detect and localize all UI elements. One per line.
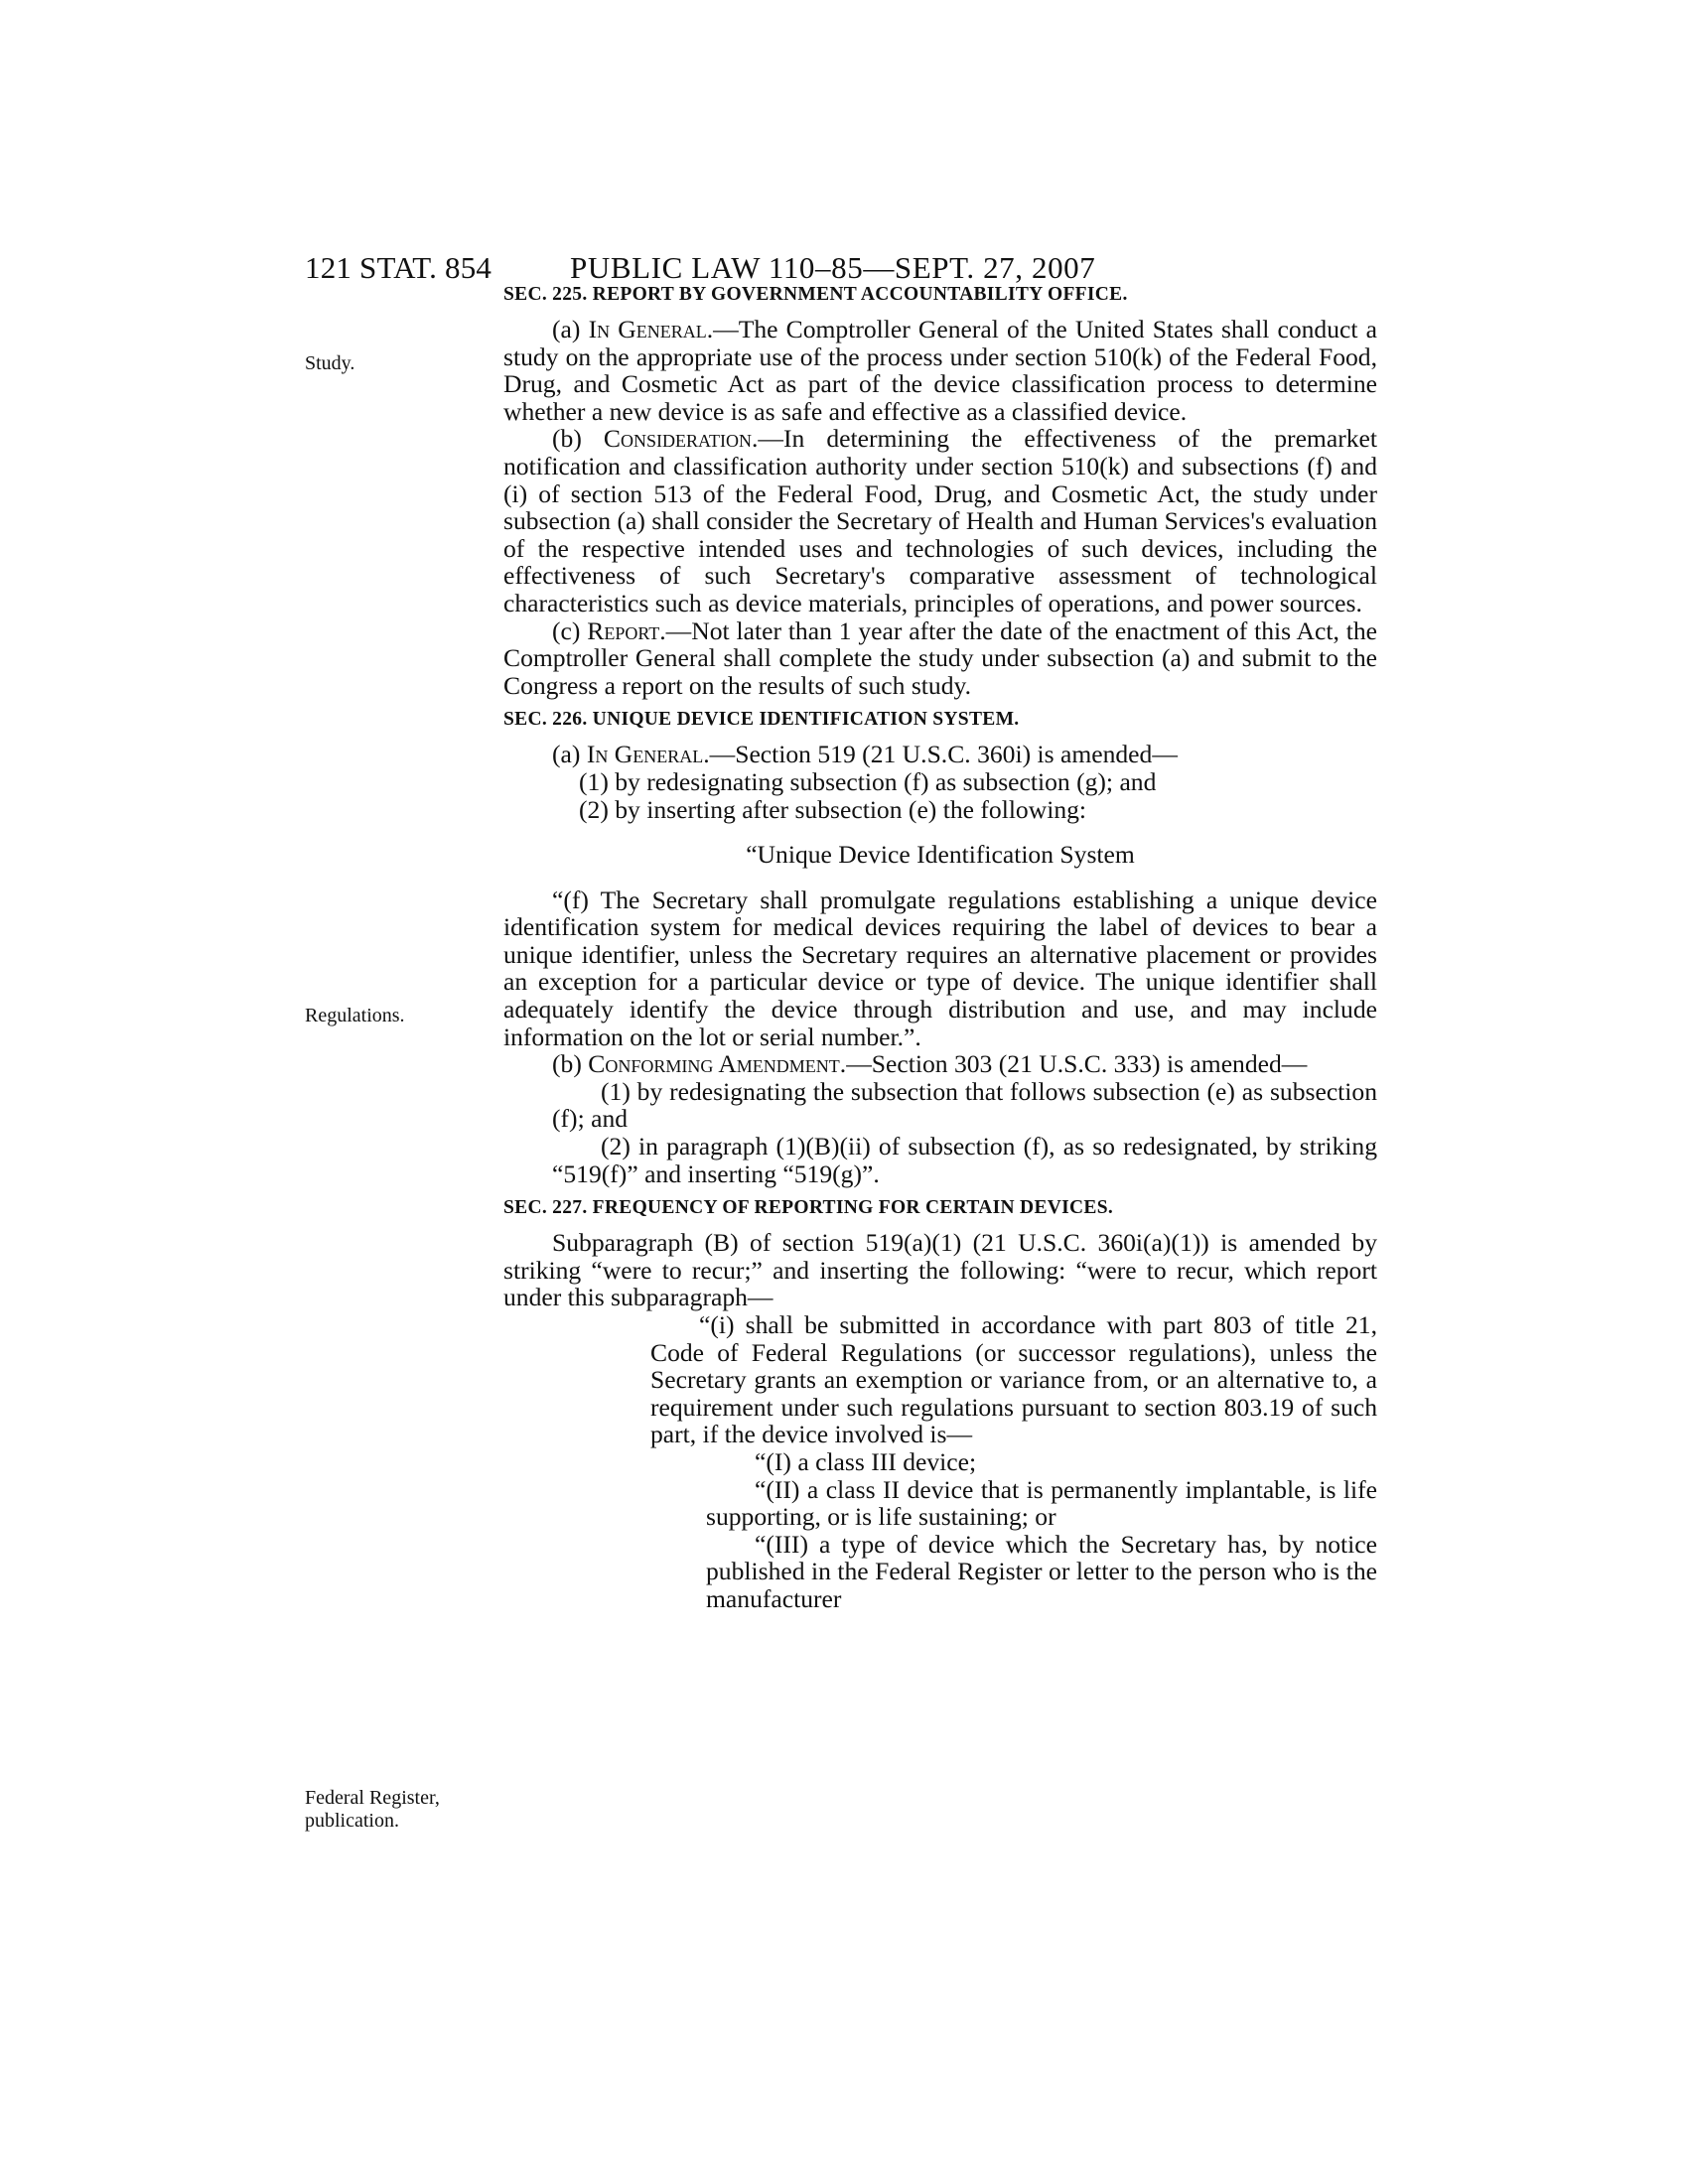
margin-note-federal-register-line1: Federal Register,: [305, 1787, 440, 1809]
section-227-subclause-II: “(II) a class II device that is permanently implantable, is life supporting, or is life sustaining; or: [706, 1474, 1377, 1532]
section-226-paragraph-a2: (2) by inserting after subsection (e) the following:: [579, 794, 1087, 824]
section-226-inserted-subsection-f: “(f) The Secretary shall promulgate regulations establishing a unique device identification system for medical devices requiring the label of devices to bear a unique identifier, unless the Secretary requires an alternative placement or provides an exception for a particular device or type of device. The unique identifier shall adequately identify the device through distribution and use, and may include information on the lot or serial number.”.: [503, 885, 1377, 1051]
section-227-subclause-III: “(III) a type of device which the Secretary has, by notice published in the Federal Register or letter to the person who is the manufacturer: [706, 1529, 1377, 1613]
section-225-heading: SEC. 225. REPORT BY GOVERNMENT ACCOUNTABILITY OFFICE.: [503, 284, 1128, 305]
section-225-subsection-b: (b) Consideration.—In determining the effectiveness of the premarket notification and classification authority under section 510(k) and subsections (f) and (i) of section 513 of the Federal Food, Drug, and Cosmetic Act, the study under subsection (a) shall consider the Secretary of Health and Human Services's evaluation of the respective intended uses and technologies of such devices, including the effectiveness of such Secretary's comparative assessment of technological characteristics such as device materials, principles of operations, and power sources.: [503, 424, 1377, 617]
law-reference: PUBLIC LAW 110–85—SEPT. 27, 2007: [570, 250, 1096, 285]
section-225-subsection-c: (c) Report.—Not later than 1 year after the date of the enactment of this Act, the Comptroller General shall complete the study under subsection (a) and submit to the Congress a report on the results of such study.: [503, 615, 1377, 700]
section-226-paragraph-b1: (1) by redesignating the subsection that follows subsection (e) as subsection (f); and: [552, 1076, 1377, 1134]
margin-note-federal-register-line2: publication.: [305, 1810, 399, 1832]
section-225-subsection-a: (a) In General.—The Comptroller General of the United States shall conduct a study on the appropriate use of the process under section 510(k) of the Federal Food, Drug, and Cosmetic Act as part of the device classification process to determine whether a new device is as safe and effective as a classified device.: [503, 315, 1377, 426]
section-227-clause-i: “(i) shall be submitted in accordance with part 803 of title 21, Code of Federal Regulations (or successor regulations), unless the Secretary grants an exemption or variance from, or an alternative to, a requirement under such regulations pursuant to section 803.19 of such part, if the device involved is—: [650, 1310, 1377, 1449]
margin-note-study: Study.: [305, 352, 355, 374]
section-226-subsection-a: (a) In General.—Section 519 (21 U.S.C. 360i) is amended—: [552, 740, 1178, 769]
document-body: [503, 278, 1377, 1613]
section-227-intro: Subparagraph (B) of section 519(a)(1) (21 U.S.C. 360i(a)(1)) is amended by striking “were to recur;” and inserting the following: “were to recur, which report under this subparagraph—: [503, 1228, 1377, 1312]
inserted-heading: “Unique Device Identification System: [746, 840, 1135, 870]
section-226-subsection-b: (b) Conforming Amendment.—Section 303 (21 U.S.C. 333) is amended—: [552, 1049, 1308, 1079]
section-227-subclause-I: “(I) a class III device;: [755, 1446, 977, 1476]
margin-note-regulations: Regulations.: [305, 1005, 405, 1026]
stat-reference: 121 STAT. 854: [305, 250, 492, 285]
section-226-paragraph-b2: (2) in paragraph (1)(B)(ii) of subsection (f), as so redesignated, by striking “519(f)” and inserting “519(g)”.: [552, 1132, 1377, 1188]
margin-note-federal-register: [305, 1787, 440, 1833]
section-227-heading: SEC. 227. FREQUENCY OF REPORTING FOR CERTAIN DEVICES.: [503, 1197, 1114, 1219]
section-226-heading: SEC. 226. UNIQUE DEVICE IDENTIFICATION SYSTEM.: [503, 709, 1020, 731]
section-226-paragraph-a1: (1) by redesignating subsection (f) as subsection (g); and: [579, 766, 1157, 796]
